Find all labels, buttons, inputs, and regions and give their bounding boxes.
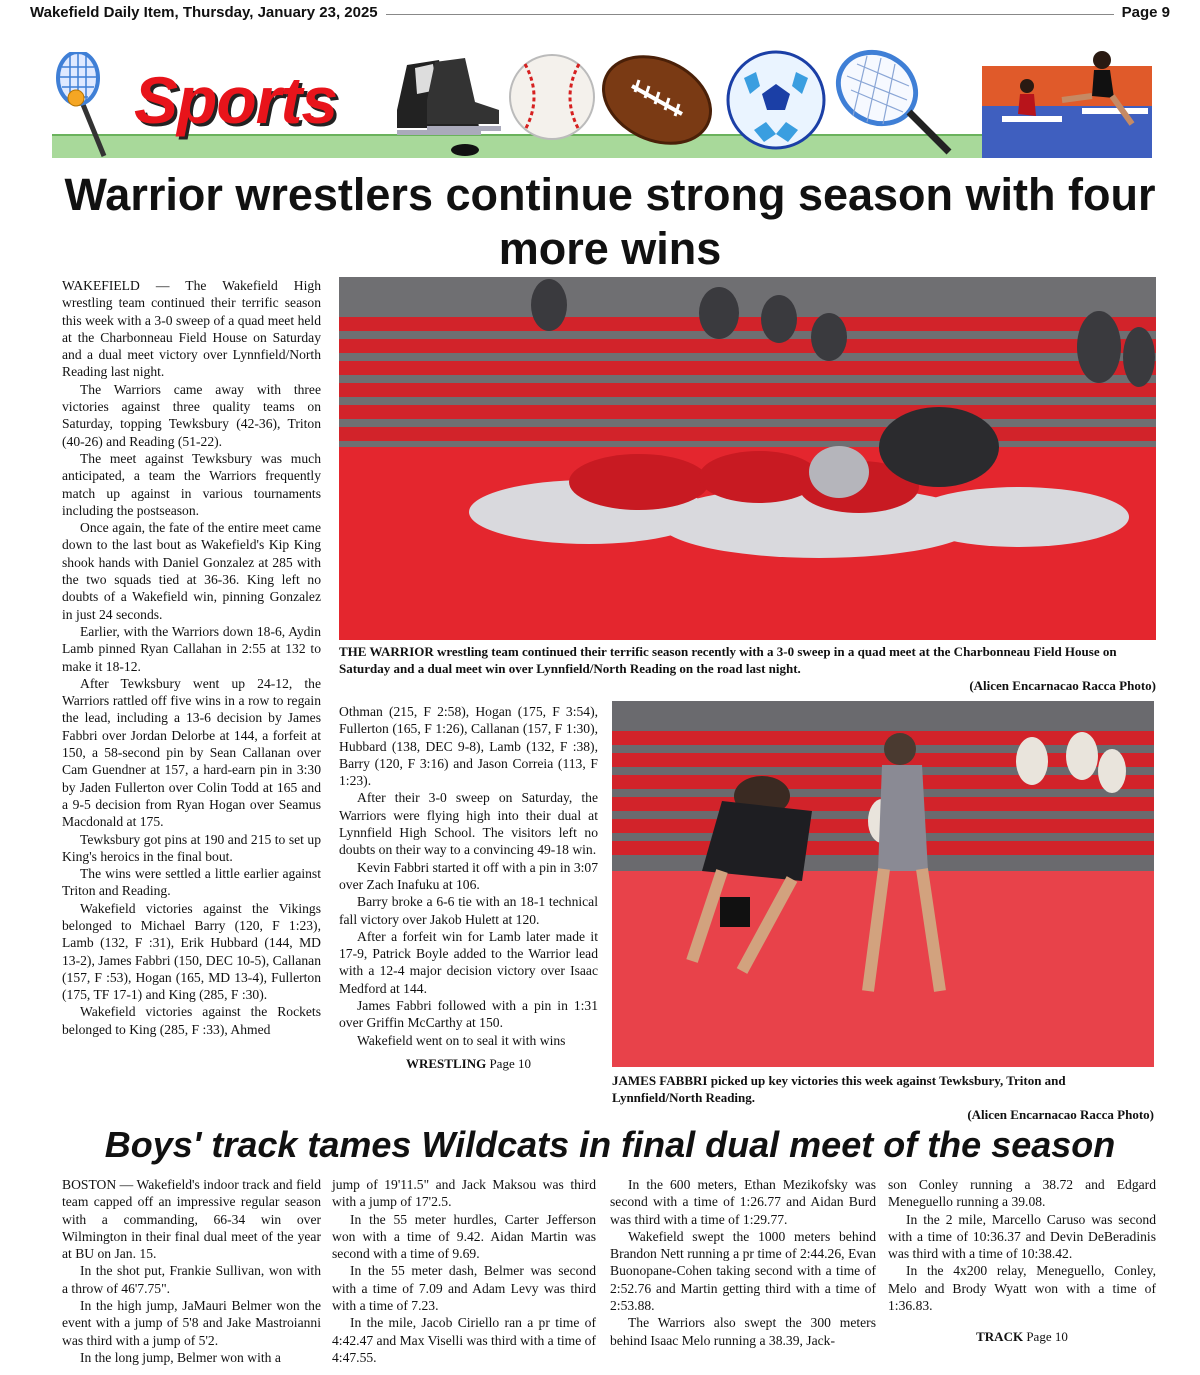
football-icon [597, 48, 717, 152]
page-number: Page 9 [1114, 4, 1170, 21]
paragraph: After a forfeit win for Lamb later made it 17-9, Patrick Boyle added to the Warrior lead with a 12-4 major decision victory over Isaac Medford at 144. [339, 928, 598, 996]
paragraph: In the 600 meters, Ethan Mezikofsky was second with a time of 1:26.77 and Aidan Burd was third with a time of 1:29.77. [610, 1177, 876, 1227]
paragraph: Kevin Fabbri started it off with a pin in 3:07 over Zach Inafuku at 106. [339, 859, 599, 892]
track-column-3 [610, 1176, 876, 1349]
paragraph: In the high jump, JaMauri Belmer won the event with a jump of 5'8 and Jake Mastroianni was third with a jump of 5'2. [62, 1298, 321, 1348]
paragraph: In the 55 meter hurdles, Carter Jefferson won with a time of 9.42. Aidan Martin was second with a time of 9.69. [332, 1211, 596, 1262]
paragraph: The Warriors also swept the 300 meters behind Isaac Melo running a 38.39, Jack- [610, 1315, 876, 1348]
baseball-icon [507, 52, 597, 142]
wrestling-column-1 [62, 277, 321, 1038]
paragraph: Othman (215, F 2:58), Hogan (175, F 3:54), Fullerton (165, F 1:26), Callanan (157, F 1:30), Hubbard (138, DEC 9-8), Lamb (132, F :38), Barry (120, F 3:16) and Jason Correia (113, F 1:23). [339, 704, 598, 789]
photo1-credit: (Alicen Encarnacao Racca Photo) [969, 678, 1156, 693]
photo1-caption-text: THE WARRIOR wrestling team continued their terrific season recently with a 3-0 sweep in a quad meet at the Charbonneau Field House on Saturday and a dual meet win over Lynnfield/North Reading on the road last night. [339, 644, 1117, 676]
paragraph: Earlier, with the Warriors down 18-6, Aydin Lamb pinned Ryan Callahan in 2:55 at 132 to make it 18-12. [62, 623, 321, 674]
paragraph: Wakefield swept the 1000 meters behind Brandon Nett running a pr time of 2:44.26, Evan Buonopane-Cohen taking second with a time of 2:52.76 and Martin getting third with a time of 2:53.88. [610, 1228, 876, 1314]
fabbri-match-photo [612, 701, 1154, 1067]
hockey-skates-icon [387, 50, 507, 158]
paragraph: In the shot put, Frankie Sullivan, won with a throw of 46'7.75". [62, 1263, 321, 1296]
paragraph: WAKEFIELD — The Wakefield High wrestling team continued their terrific season this week with a 3-0 sweep of a quad meet held at the Charbonneau Field House on Saturday and a dual meet victory over Lynnfield/North Reading last night. [62, 278, 321, 380]
photo2-caption-text: JAMES FABBRI picked up key victories this week against Tewksbury, Triton and Lynnfield/North Reading. [612, 1073, 1066, 1105]
track-column-1 [62, 1176, 321, 1366]
photo2-caption [612, 1072, 1154, 1123]
team-pile-photo [339, 277, 1156, 640]
tennis-racket-icon [827, 46, 957, 158]
paragraph: The wins were settled a little earlier against Triton and Reading. [62, 866, 321, 899]
section-title: Sports [134, 63, 338, 137]
team-pile-photo-art [339, 277, 1156, 640]
track-headline: Boys' track tames Wildcats in final dual meet of the season [104, 1124, 1116, 1165]
paragraph: In the long jump, Belmer won with a [80, 1349, 281, 1365]
track-column-4 [888, 1176, 1156, 1346]
jump-page: Page 10 [1026, 1329, 1068, 1345]
track-column-2 [332, 1176, 596, 1366]
masthead [30, 4, 1170, 24]
photo1-caption [339, 643, 1156, 694]
paragraph: After their 3-0 sweep on Saturday, the Warriors were flying high into their dual at Lynnfield High School. The visitors left no doubts on their way to a convincing 49-18 win. [339, 790, 598, 858]
jump-word: WRESTLING [406, 1055, 487, 1071]
paragraph: In the mile, Jacob Ciriello ran a pr time of 4:42.47 and Max Viselli was third with a time of 4:47.55. [332, 1315, 596, 1365]
wrestling-headline: Warrior wrestlers continue strong season with four more wins [64, 169, 1156, 274]
paragraph: jump of 19'11.5" and Jack Maksou was third with a jump of 17'2.5. [332, 1177, 596, 1210]
sports-banner [52, 42, 1152, 160]
paragraph: In the 2 mile, Marcello Caruso was second with a time of 10:36.37 and Devin DeBeradinis was third with a time of 10:38.42. [888, 1211, 1156, 1262]
paragraph: Once again, the fate of the entire meet came down to the last bout as Wakefield's Kip King shook hands with Daniel Gonzalez at 285 with the two squads tied at 36-36. King left no doubts of a Wakefield win, pinning Gonzalez in just 24 seconds. [62, 520, 321, 622]
paragraph: The Warriors came away with three victories against three quality teams on Saturday, topping Tewksbury (42-36), Triton (40-26) and Reading (51-22). [62, 381, 321, 449]
lacrosse-stick-icon [52, 52, 122, 157]
photo2-credit: (Alicen Encarnacao Racca Photo) [967, 1107, 1154, 1122]
wrestling-jump-line [339, 1055, 598, 1072]
paragraph: In the 4x200 relay, Meneguello, Conley, Melo and Brody Wyatt won with a time of 1:36.83. [888, 1263, 1156, 1314]
paragraph: James Fabbri followed with a pin in 1:31 over Griffin McCarthy at 150. [339, 998, 598, 1031]
paragraph: son Conley running a 38.72 and Edgard Meneguello running a 39.08. [888, 1177, 1156, 1210]
paragraph: BOSTON — Wakefield's indoor track and field team capped off an impressive regular season with a commanding, 66-34 win over Wilmington in their final dual meet of the year at BU on Jan. 15. [62, 1177, 321, 1262]
jump-page: Page 10 [489, 1055, 531, 1071]
paper-date-line: Wakefield Daily Item, Thursday, January 23, 2025 [30, 4, 386, 21]
hurdler-icon [982, 46, 1152, 158]
paragraph: Wakefield victories against the Rockets belonged to King (285, F :33), Ahmed [62, 1004, 321, 1037]
paragraph: Tewksbury got pins at 190 and 215 to set up King's heroics in the final bout. [62, 831, 321, 864]
paragraph: Wakefield went on to seal it with wins [357, 1032, 566, 1048]
fabbri-match-photo-art [612, 701, 1154, 1067]
jump-word: TRACK [976, 1329, 1024, 1345]
paragraph: Barry broke a 6-6 tie with an 18-1 technical fall victory over Jakob Hulett at 120. [339, 894, 598, 927]
track-jump-line [888, 1328, 1156, 1345]
paragraph: After Tewksbury went up 24-12, the Warriors rattled off five wins in a row to regain the lead, including a 13-6 decision by James Fabbri over Jordan Delorbe at 144, a forfeit at 150, a 58-second pin by Sean Callanan over Cam Guendner at 157, a hard-earn pin in 3:30 by Jaden Fullerton over Colin Todd at 165 and a 9-5 decision from Ryan Hogan over Seamus Macdonald at 175. [62, 675, 321, 830]
paragraph: Wakefield victories against the Vikings belonged to Michael Barry (120, F 1:23), Lamb (132, F :31), Erik Hubbard (144, MD 13-2), James Fabbri (150, DEC 10-5), Callanan (157, F :53), Hogan (165, MD 13-4), Fullerton (175, TF 17-1) and King (285, F :30). [62, 900, 321, 1003]
soccer-ball-icon [724, 48, 828, 152]
paragraph: The meet against Tewksbury was much anticipated, a team the Warriors frequently match up against in various tournaments including the postseason. [62, 450, 321, 518]
wrestling-column-2 [339, 703, 598, 1072]
paragraph: In the 55 meter dash, Belmer was second with a time of 7.09 and Adam Levy was third with a time of 7.23. [332, 1263, 596, 1314]
